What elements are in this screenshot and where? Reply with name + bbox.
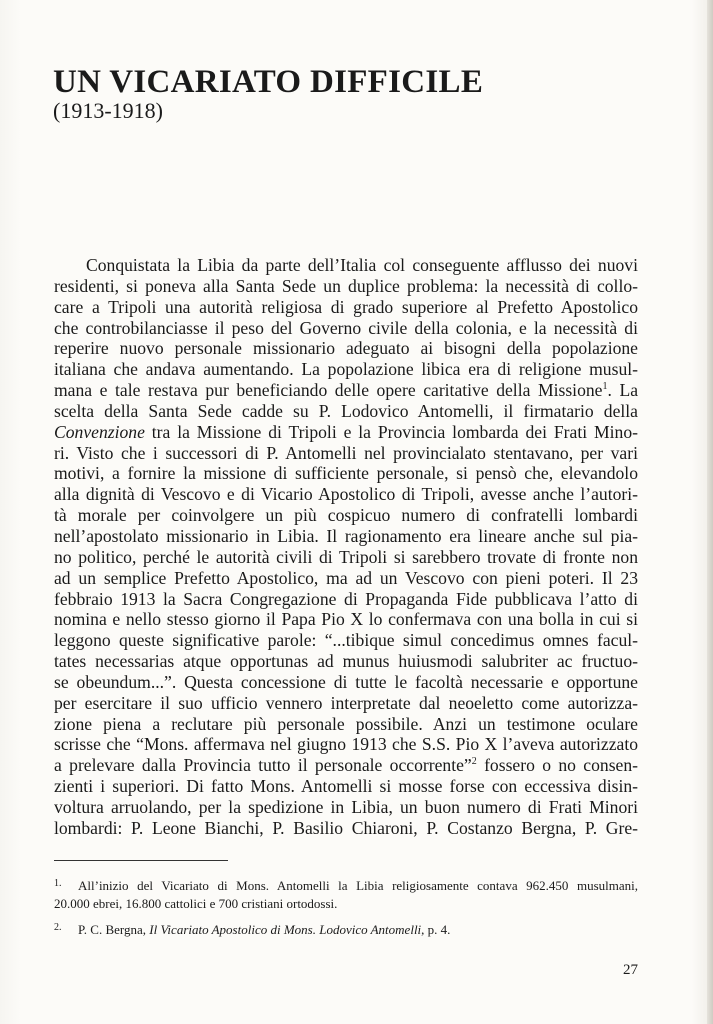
body-line: voltura arruolando, per la spedizione in Libia, un buon numero di Frati Minori	[54, 796, 638, 817]
footnote-text: 20.000 ebrei, 16.800 cattolici e 700 cristiani ortodossi.	[54, 896, 338, 911]
footnote-ref-2[interactable]: 2	[471, 756, 477, 768]
page-edge-shadow	[707, 0, 713, 1024]
footnote-cited-title: Il Vicariato Apostolico di Mons. Lodovico Antomelli	[149, 922, 422, 937]
body-line	[54, 755, 638, 776]
body-line	[54, 380, 638, 401]
body-line: per esercitare il suo ufficio vennero interpretate dal neoeletto come autorizza-	[54, 692, 638, 713]
body-line-text: a prelevare dalla Provincia tutto il personale occorrente”	[54, 755, 472, 776]
footnote-divider	[54, 860, 228, 861]
body-line: residenti, si poneva alla Santa Sede un duplice problema: la necessità di collo-	[54, 275, 638, 296]
body-line: febbraio 1913 la Sacra Congregazione di Propaganda Fide pubblicava l’atto di	[54, 588, 638, 609]
body-line: alla dignità di Vescovo e di Vicario Apostolico di Tripoli, avesse anche l’autori-	[54, 484, 638, 505]
body-line: lombardi: P. Leone Bianchi, P. Basilio Chiaroni, P. Costanzo Bergna, P. Gre-	[54, 817, 638, 838]
chapter-date-range: (1913-1918)	[53, 98, 163, 123]
body-line: tà morale per coinvolgere un più cospicuo numero di confratelli lombardi	[54, 505, 638, 526]
chapter-title: UN VICARIATO DIFFICILE	[53, 64, 484, 100]
body-line-text: tra la Missione di Tripoli e la Provincia lombarda dei Frati Mino-	[151, 421, 638, 442]
footnote-number: 2.	[54, 922, 62, 933]
footnote-text: , p. 4.	[421, 922, 451, 937]
body-line: zienti i superiori. Di fatto Mons. Antomelli si mosse forse con eccessiva disin-	[54, 776, 638, 797]
italic-term: Convenzione	[54, 421, 145, 442]
body-line: motivi, a fornire la missione di sufficiente personale, si pensò che, elevandolo	[54, 463, 638, 484]
body-line: leggono queste significative parole: “...tibique simul concedimus omnes facul-	[54, 630, 638, 651]
body-line: ad un semplice Prefetto Apostolico, ma ad un Vescovo con pieni poteri. Il 23	[54, 567, 638, 588]
body-line: nomina e nello stesso giorno il Papa Pio X lo confermava con una bolla in cui si	[54, 609, 638, 630]
body-line: ri. Visto che i successori di P. Antomelli nel provincialato stentavano, per vari	[54, 442, 638, 463]
body-line	[54, 422, 638, 443]
page-number: 27	[623, 962, 638, 978]
body-line: italiana che andava aumentando. La popolazione libica era di religione musul-	[54, 359, 638, 380]
footnote-1	[54, 877, 638, 913]
body-line: no politico, perché le autorità civili di Tripoli si sarebbero trovate di fronte non	[54, 546, 638, 567]
body-line: nell’apostolato missionario in Libia. Il ragionamento era lineare anche sul pia-	[54, 525, 638, 546]
body-line: se obeundum...”. Questa concessione di tutte le facoltà necessarie e opportune	[54, 671, 638, 692]
footnote-text: P. C. Bergna,	[78, 922, 150, 937]
footnote-2	[54, 921, 638, 939]
body-line-text: fossero o no consen-	[476, 755, 639, 776]
footnote-number: 1.	[54, 878, 62, 889]
footnote-text: All’inizio del Vicariato di Mons. Antomelli la Libia religiosamente contava 962.450 musulmani,	[78, 878, 638, 893]
body-line: zione piena a reclutare più personale possibile. Anzi un testimone oculare	[54, 713, 638, 734]
body-line: care a Tripoli una autorità religiosa di grado superiore al Prefetto Apostolico	[54, 296, 638, 317]
footnote-row	[54, 877, 638, 895]
body-line: scrisse che “Mons. affermava nel giugno 1913 che S.S. Pio X l’aveva autorizzato	[54, 734, 638, 755]
body-line: tates necessarias atque opportunas ad munus huiusmodi salubriter ac fructuo-	[54, 651, 638, 672]
footnote-ref-1[interactable]: 1	[602, 381, 608, 393]
body-line-text: mana e tale restava pur beneficiando delle opere caritative della Missione	[54, 380, 603, 401]
body-line: reperire nuovo personale missionario adeguato ai bisogni della popolazione	[54, 338, 638, 359]
body-line: scelta della Santa Sede cadde su P. Lodovico Antomelli, il firmatario della	[54, 400, 638, 421]
body-line: Conquistata la Libia da parte dell’Italia col conseguente afflusso dei nuovi	[86, 255, 638, 275]
body-paragraph	[54, 255, 638, 839]
body-line-text: . La	[607, 380, 639, 401]
body-line: che controbilanciasse il peso del Governo civile della colonia, e la necessità di	[54, 317, 638, 338]
